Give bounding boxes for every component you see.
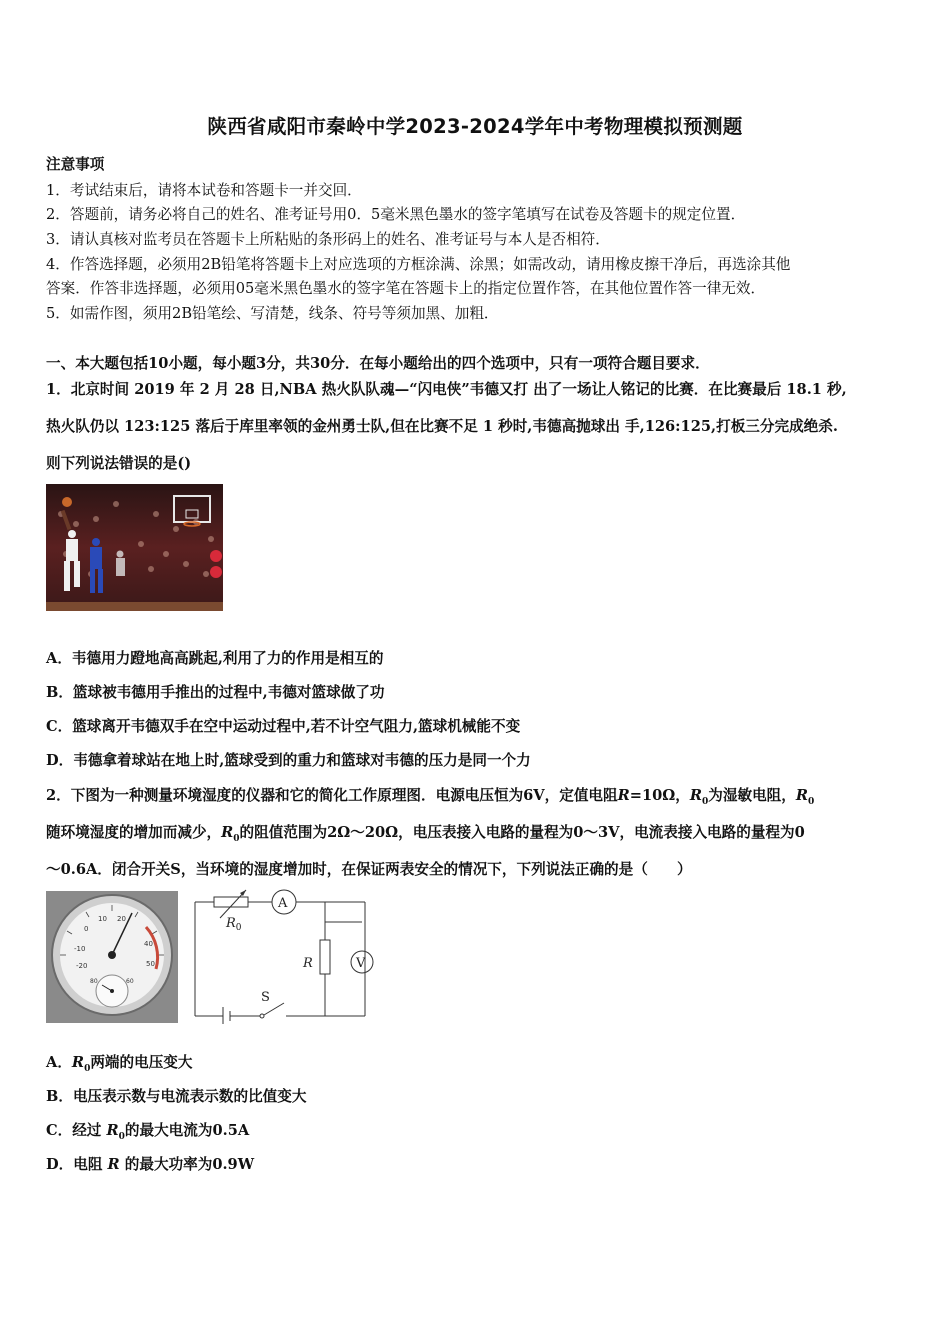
q2-option-b: B．电压表示数与电流表示数的比值变大 — [46, 1088, 307, 1105]
q2-option-a: A．$R_0$两端的电压变大 — [46, 1054, 193, 1074]
gauge-number: 80 — [90, 978, 98, 985]
q1-option-c: C．篮球离开韦德双手在空中运动过程中,若不计空气阻力,篮球机械能不变 — [46, 718, 521, 735]
q1-option-d: D．韦德拿着球站在地上时,篮球受到的重力和篮球对韦德的压力是同一个力 — [46, 752, 531, 769]
notice-item: 1．考试结束后，请将本试卷和答题卡一并交回． — [46, 182, 362, 199]
voltmeter-label: V — [356, 956, 366, 971]
gauge-number: 40 — [144, 940, 153, 948]
circuit-diagram — [190, 888, 380, 1024]
gauge-number: 20 — [117, 915, 126, 923]
notice-item: 5．如需作图，须用2B铅笔绘、写清楚，线条、符号等须加黑、加粗． — [46, 305, 499, 322]
switch-label: S — [261, 990, 270, 1005]
notice-item: 2．答题前，请务必将自己的姓名、准考证号用0．5毫米黑色墨水的签字笔填写在试卷及答题卡的规定位置． — [46, 206, 746, 223]
gauge-number: 60 — [126, 978, 134, 985]
q1-stem-line: 热火队仍以 123:125 落后于库里率领的金州勇士队,但在比赛不足 1 秒时,韦德高抛球出 手,126:125,打板三分完成绝杀. — [46, 418, 838, 435]
resistor-label: R — [303, 956, 313, 971]
q2-option-c: C．经过 $R_0$的最大电流为0.5A — [46, 1122, 250, 1142]
page-title: 陕西省咸阳市秦岭中学2023-2024学年中考物理模拟预测题 — [207, 115, 743, 138]
ammeter-label: A — [278, 896, 288, 911]
q1-option-b: B．篮球被韦德用手推出的过程中,韦德对篮球做了功 — [46, 684, 385, 701]
q2-option-d: D．电阻 R 的最大功率为0.9W — [46, 1156, 255, 1173]
gauge-number: 0 — [84, 925, 89, 933]
gauge-number: 50 — [146, 960, 155, 968]
sensor-sub: 0 — [235, 923, 242, 933]
svg-text:R0 — [225, 916, 242, 933]
gauge-number: 10 — [98, 915, 107, 923]
gauge-number: -20 — [76, 962, 88, 970]
q2-stem-line: 随环境湿度的增加而减少，$R_0$的阻值范围为2Ω～20Ω，电压表接入电路的量程为0～3V，电流表接入电路的量程为0 — [46, 824, 805, 844]
basketball-photo — [46, 484, 223, 611]
notice-item: 4．作答选择题，必须用2B铅笔将答题卡上对应选项的方框涂满、涂黑；如需改动，请用橡皮擦干净后，再选涂其他 — [46, 256, 791, 273]
notice-item: 3．请认真核对监考员在答题卡上所粘贴的条形码上的姓名、准考证号与本人是否相符． — [46, 231, 610, 248]
q2-stem-line: ～0.6A．闭合开关S，当环境的湿度增加时，在保证两表安全的情况下，下列说法正确的是（ ） — [46, 861, 692, 878]
q1-stem-line: 则下列说法错误的是() — [46, 455, 192, 472]
sensor-label: R — [226, 916, 236, 931]
hygrometer-photo — [46, 891, 178, 1023]
q1-stem-line: 1．北京时间 2019 年 2 月 28 日,NBA 热火队队魂—“闪电侠”韦德又打 出了一场让人铭记的比赛．在比赛最后 18.1 秒, — [46, 381, 847, 398]
gauge-number: -10 — [74, 945, 86, 953]
q2-stem-line: 2．下图为一种测量环境湿度的仪器和它的简化工作原理图．电源电压恒为6V，定值电阻R=10Ω，$R_0$为湿敏电阻，$R_0$ — [46, 787, 815, 807]
notice-item: 答案．作答非选择题，必须用05毫米黑色墨水的签字笔在答题卡上的指定位置作答，在其他位置作答一律无效． — [46, 280, 766, 297]
q1-option-a: A．韦德用力蹬地高高跳起,利用了力的作用是相互的 — [46, 650, 384, 667]
section-heading: 一、本大题包括10小题，每小题3分，共30分．在每小题给出的四个选项中，只有一项符合题目要求． — [46, 355, 710, 372]
notice-heading: 注意事项 — [46, 156, 105, 173]
